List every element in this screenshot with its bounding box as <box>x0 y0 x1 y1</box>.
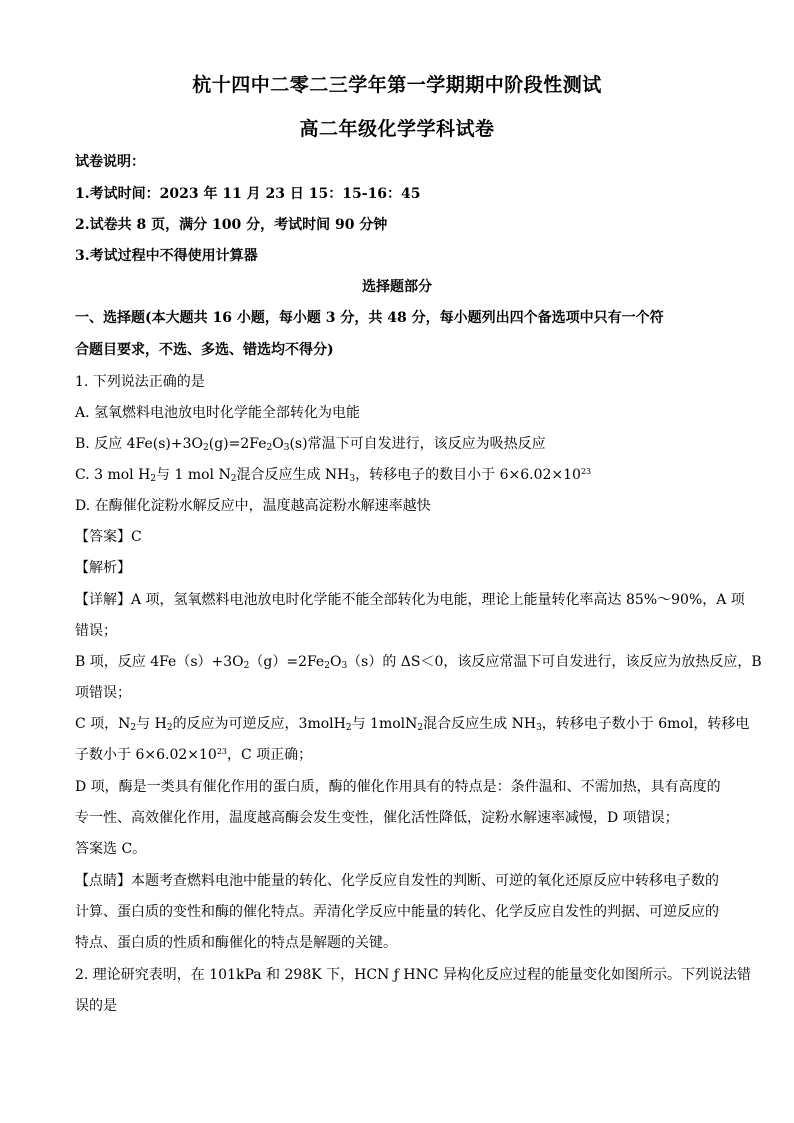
q1-detail-b1: B 项，反应 $4Fe(s)+3O_2(g)=2Fe_2O_3(s)$的 ΔS＜0，该反应常温下可自发进行，该反应为放热反应，B <box>75 654 762 671</box>
notes-heading: 试卷说明： <box>75 154 145 170</box>
q1-analysis-label: 【解析】 <box>75 560 131 576</box>
q1-detail-b2: 项错误； <box>75 685 131 701</box>
exam-title: 杭十四中二零二三学年第一学期期中阶段性测试 <box>192 74 602 96</box>
q2-stem-2: 误的是 <box>75 998 117 1014</box>
note-item-1: 1.考试时间：2023 年 11 月 23 日 15：15-16：45 <box>75 186 421 202</box>
note-item-2: 2.试卷共 8 页，满分 100 分，考试时间 90 分钟 <box>75 217 388 233</box>
q1-comment-2: 计算、蛋白质的变性和酶的催化特点。弄清化学反应中能量的转化、化学反应自发性的判据、可逆反应的 <box>75 904 719 920</box>
section-instruction-1: 一、选择题(本大题共 16 小题，每小题 3 分，共 48 分，每小题列出四个备选项中只有一个符 <box>75 310 664 326</box>
q1-detail-d2: 专一性、高效催化作用，温度越高酶会发生变性，催化活性降低，淀粉水解速率减慢，D 项错误； <box>75 810 679 826</box>
q1-conclusion: 答案选 C。 <box>75 841 147 857</box>
note-item-3: 3.考试过程中不得使用计算器 <box>75 248 258 264</box>
q1-option-c: C. 3 mol $H_2$与 1 mol $N_2$混合反应生成 $NH_3$，转移电子的数目小于 $6\times 6.02\times 10^{23}$ <box>75 467 592 484</box>
q1-stem: 1. 下列说法正确的是 <box>75 374 205 390</box>
exam-subtitle: 高二年级化学学科试卷 <box>299 118 495 140</box>
q1-option-d: D. 在酶催化淀粉水解反应中，温度越高淀粉水解速率越快 <box>75 498 431 514</box>
q1-detail-a2: 错误； <box>75 623 117 639</box>
q1-comment-3: 特点、蛋白质的性质和酶催化的特点是解题的关键。 <box>75 935 397 951</box>
q1-detail-c1: C 项，$N_2$与 $H_2$的反应为可逆反应，3molH$_2$与 1molN$_2$混合反应生成 $NH_3$，转移电子数小于 6mol，转移电 <box>75 716 750 733</box>
q1-detail-c2: 子数小于 $6\times 6.02\times 10^{23}$，C 项正确； <box>75 747 313 763</box>
q1-answer: 【答案】C <box>75 529 142 545</box>
q1-comment-1: 【点睛】本题考查燃料电池中能量的转化、化学反应自发性的判断、可逆的氧化还原反应中转移电子数的 <box>75 873 719 889</box>
q1-detail-a1: 【详解】A 项，氢氧燃料电池放电时化学能不能全部转化为电能，理论上能量转化率高达 85%～90%，A 项 <box>75 592 745 608</box>
section-title: 选择题部分 <box>362 279 432 295</box>
q1-detail-d1: D 项，酶是一类具有催化作用的蛋白质，酶的催化作用具有的特点是：条件温和、不需加热，具有高度的 <box>75 779 721 795</box>
q2-stem-1: 2. 理论研究表明，在 101kPa 和 298K 下，HCN ƒ HNC 异构化反应过程的能量变化如图所示。下列说法错 <box>75 967 752 983</box>
q1-option-a: A. 氢氧燃料电池放电时化学能全部转化为电能 <box>75 405 361 421</box>
section-instruction-2: 合题目要求，不选、多选、错选均不得分) <box>75 342 334 358</box>
q1-option-b: B. 反应 $4Fe(s)+3O_2(g)=2Fe_2O_3(s)$常温下可自发进行，该反应为吸热反应 <box>75 436 546 453</box>
